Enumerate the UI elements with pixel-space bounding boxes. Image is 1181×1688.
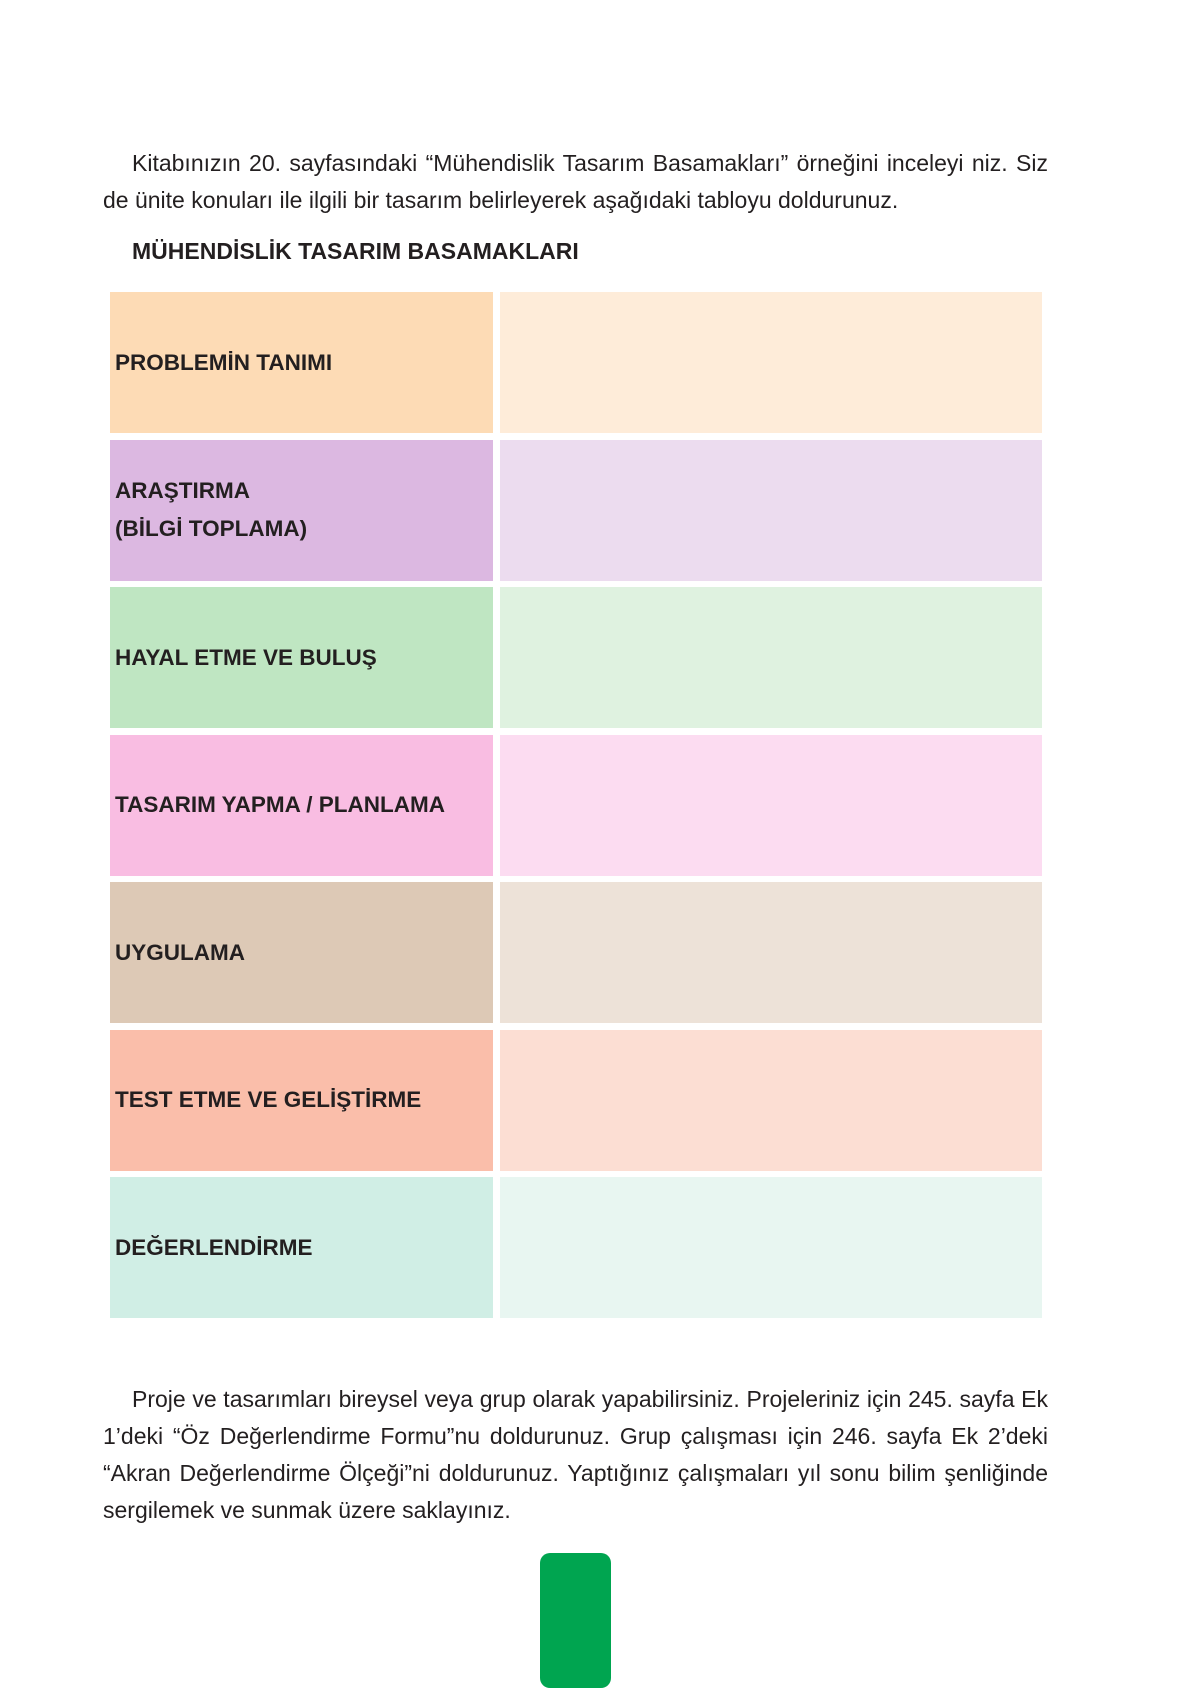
- step-row: [110, 440, 1042, 581]
- step-row: [110, 292, 1042, 433]
- step-answer-area: [500, 1177, 1042, 1318]
- intro-paragraph: [103, 145, 1048, 219]
- step-label: TASARIM YAPMA / PLANLAMA: [110, 735, 493, 876]
- design-steps-table: [110, 292, 1042, 1325]
- step-answer-area: [500, 292, 1042, 433]
- step-label: DEĞERLENDİRME: [110, 1177, 493, 1318]
- intro-text: Kitabınızın 20. sayfasındaki “Mühendislik Tasarım Basamakları” örneğini inceleyi niz. Siz de ünite konuları ile ilgili bir tasarım belirleyerek aşağıdaki tabloyu doldurunuz.: [103, 150, 1048, 213]
- step-row: [110, 587, 1042, 728]
- step-answer-area: [500, 735, 1042, 876]
- step-row: [110, 735, 1042, 876]
- page-number-tab: [540, 1553, 611, 1688]
- step-answer-area: [500, 1030, 1042, 1171]
- step-row: [110, 1030, 1042, 1171]
- step-row: [110, 882, 1042, 1023]
- step-label: UYGULAMA: [110, 882, 493, 1023]
- step-answer-area: [500, 440, 1042, 581]
- outro-paragraph: [103, 1381, 1048, 1529]
- step-label: TEST ETME VE GELİŞTİRME: [110, 1030, 493, 1171]
- step-label: ARAŞTIRMA (BİLGİ TOPLAMA): [110, 440, 493, 581]
- step-label: HAYAL ETME VE BULUŞ: [110, 587, 493, 728]
- section-heading: MÜHENDİSLİK TASARIM BASAMAKLARI: [132, 238, 579, 264]
- step-answer-area: [500, 587, 1042, 728]
- outro-text: Proje ve tasarımları bireysel veya grup olarak yapabilirsiniz. Projeleriniz için 245. sayfa Ek 1’deki “Öz Değerlendirme Formu”nu doldurunuz. Grup çalışması için 246. sayfa Ek 2’deki “Akran Değerlendirme Ölçeği”ni doldurunuz. Yaptığınız çalışmaları yıl sonu bilim şenliğinde sergilemek ve sunmak üzere saklayınız.: [103, 1386, 1048, 1523]
- step-row: [110, 1177, 1042, 1318]
- step-label: PROBLEMİN TANIMI: [110, 292, 493, 433]
- step-answer-area: [500, 882, 1042, 1023]
